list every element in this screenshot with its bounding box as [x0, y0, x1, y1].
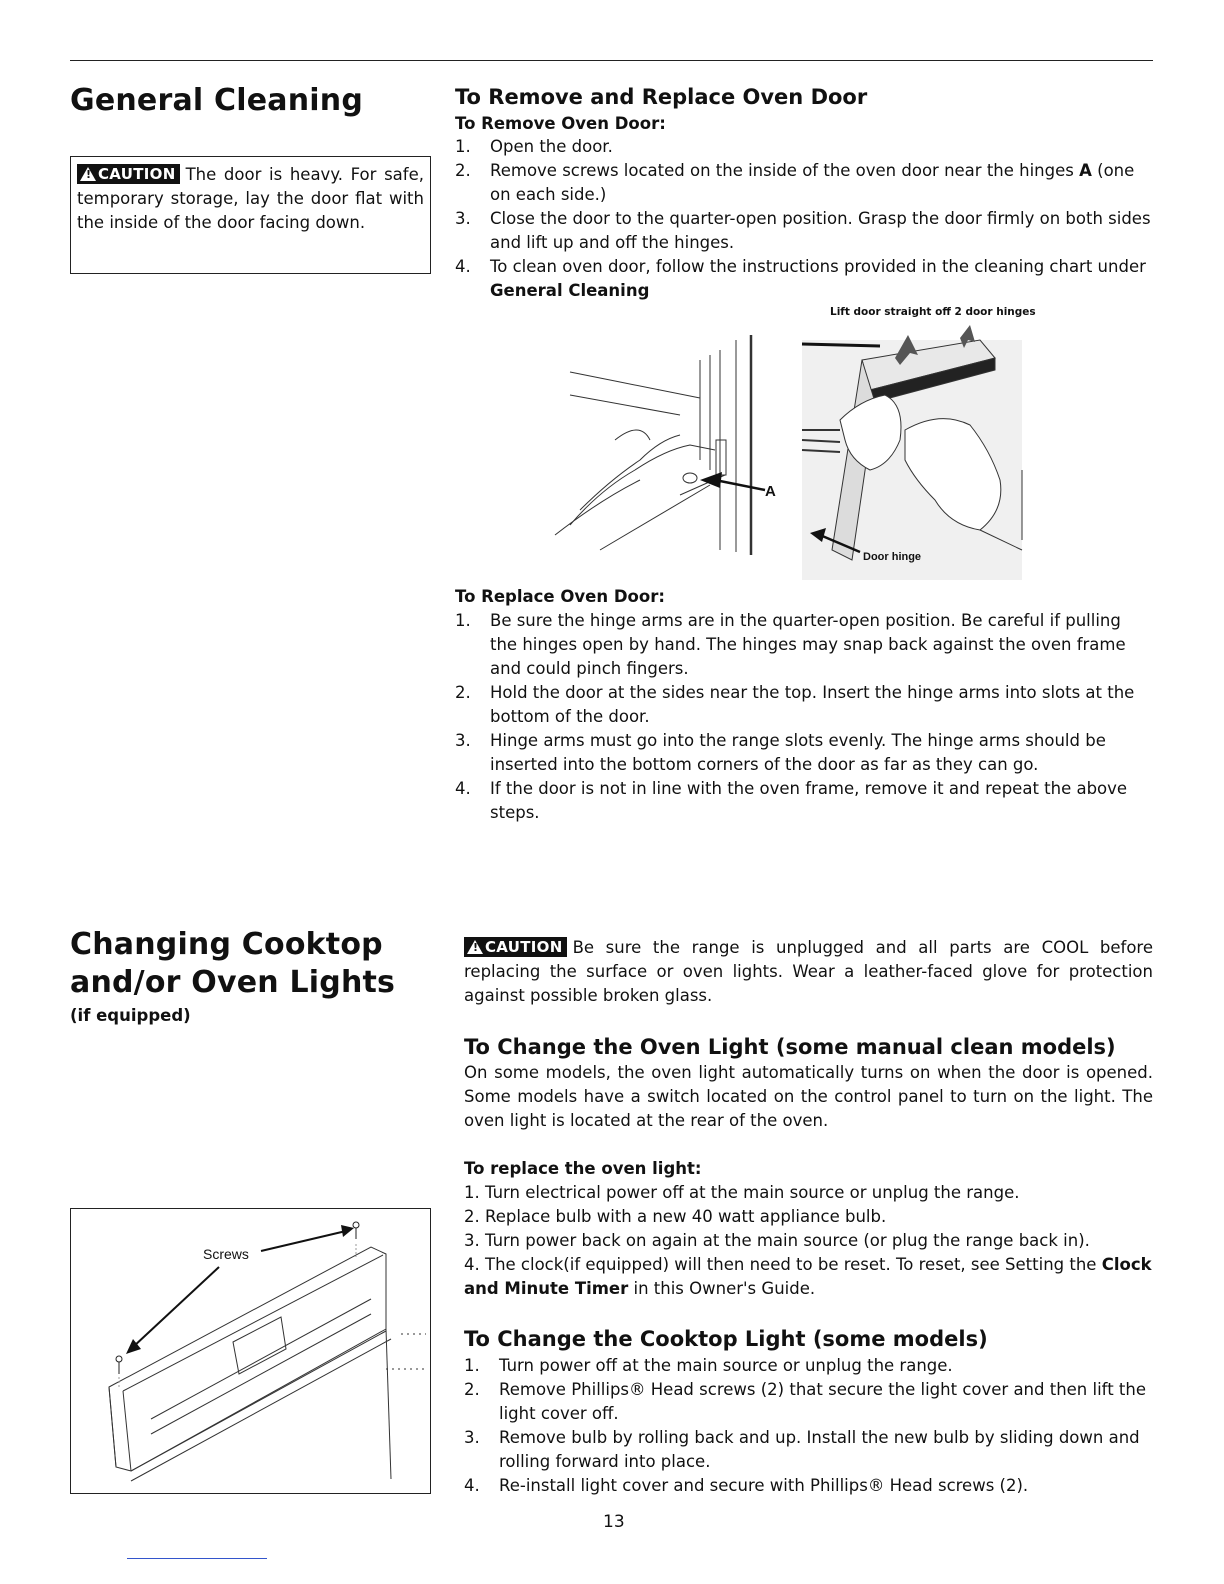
warning-icon: !	[467, 940, 483, 954]
caution-text: The door is heavy. For safe, temporary storage, lay the door flat with the inside of the door facing down.	[77, 165, 424, 232]
list-item: 4. The clock(if equipped) will then need to be reset. To reset, see Setting the Clock and Minute Timer in this Owner's Guide.	[464, 1255, 1152, 1298]
list-item: 1. Turn power off at the main source or unplug the range.	[464, 1356, 953, 1375]
list-item: 1. Open the door.	[455, 137, 613, 156]
footer-link-underline	[127, 1558, 267, 1559]
list-item: 4. If the door is not in line with the oven frame, remove it and repeat the above steps.	[455, 779, 1128, 822]
remove-door-subheading: To Remove Oven Door:	[455, 114, 666, 133]
list-item: 2. Replace bulb with a new 40 watt appliance bulb.	[464, 1207, 887, 1226]
oven-light-description: On some models, the oven light automatically turns on when the door is opened. Some models have a switch located on the control panel to turn on the light. The oven light is located at the rear of the oven.	[464, 1063, 1153, 1130]
oven-door-hinge-illustration	[540, 320, 1040, 582]
lights-subtitle: (if equipped)	[70, 1006, 191, 1025]
lights-title-line2: and/or Oven Lights	[70, 965, 396, 1000]
door-hinge-label: Door hinge	[863, 551, 922, 563]
top-divider	[70, 60, 1153, 61]
hinge-label-a: A	[765, 483, 776, 500]
list-item: 4. To clean oven door, follow the instructions provided in the cleaning chart under General Cleaning	[455, 257, 1146, 300]
warning-icon: !	[80, 167, 96, 181]
replace-oven-light-steps	[464, 1181, 1153, 1301]
screws-label: Screws	[203, 1246, 249, 1262]
list-item: 3. Remove bulb by rolling back and up. Install the new bulb by sliding down and rolling forward into place.	[464, 1428, 1140, 1471]
door-caution-box	[70, 156, 431, 274]
oven-door-heading: To Remove and Replace Oven Door	[455, 85, 868, 109]
cooktop-light-steps	[464, 1354, 1153, 1498]
cooktop-light-heading: To Change the Cooktop Light (some models)	[464, 1327, 988, 1351]
caution-badge: ! CAUTION	[77, 164, 180, 184]
lights-title-line1: Changing Cooktop	[70, 927, 383, 962]
light-cover-figure	[70, 1208, 431, 1494]
list-item: 3. Close the door to the quarter-open position. Grasp the door firmly on both sides and lift up and off the hinges.	[455, 209, 1151, 252]
list-item: 2. Remove Phillips® Head screws (2) that secure the light cover and then lift the light cover off.	[464, 1380, 1146, 1423]
light-cover-illustration	[71, 1209, 429, 1492]
list-item: 3. Turn power back on again at the main source (or plug the range back in).	[464, 1231, 1090, 1250]
door-figure-caption: Lift door straight off 2 door hinges	[830, 306, 1036, 318]
list-item: 4. Re-install light cover and secure with Phillips® Head screws (2).	[464, 1476, 1029, 1495]
list-item: 2. Remove screws located on the inside of the oven door near the hinges A (one on each side.)	[455, 161, 1135, 204]
replace-door-subheading: To Replace Oven Door:	[455, 587, 665, 606]
list-item: 1. Turn electrical power off at the main source or unplug the range.	[464, 1183, 1020, 1202]
page-number: 13	[603, 1512, 625, 1532]
list-item: 1. Be sure the hinge arms are in the quarter-open position. Be careful if pulling the hinges open by hand. The hinges may snap back against the oven frame and could pinch fingers.	[455, 611, 1126, 678]
list-item: 2. Hold the door at the sides near the top. Insert the hinge arms into slots at the bottom of the door.	[455, 683, 1135, 726]
remove-door-steps	[455, 135, 1153, 303]
replace-oven-light-subheading: To replace the oven light:	[464, 1159, 702, 1178]
replace-door-steps	[455, 609, 1153, 825]
list-item: 3. Hinge arms must go into the range slots evenly. The hinge arms should be inserted into the bottom corners of the door as far as they can go.	[455, 731, 1106, 774]
oven-light-heading: To Change the Oven Light (some manual clean models)	[464, 1035, 1116, 1059]
lights-caution	[464, 936, 1153, 1008]
general-cleaning-title: General Cleaning	[70, 83, 364, 118]
caution-text: Be sure the range is unplugged and all parts are COOL before replacing the surface or oven lights. Wear a leather-faced glove for protection against possible broken glass.	[464, 938, 1153, 1005]
caution-badge: ! CAUTION	[464, 937, 567, 957]
